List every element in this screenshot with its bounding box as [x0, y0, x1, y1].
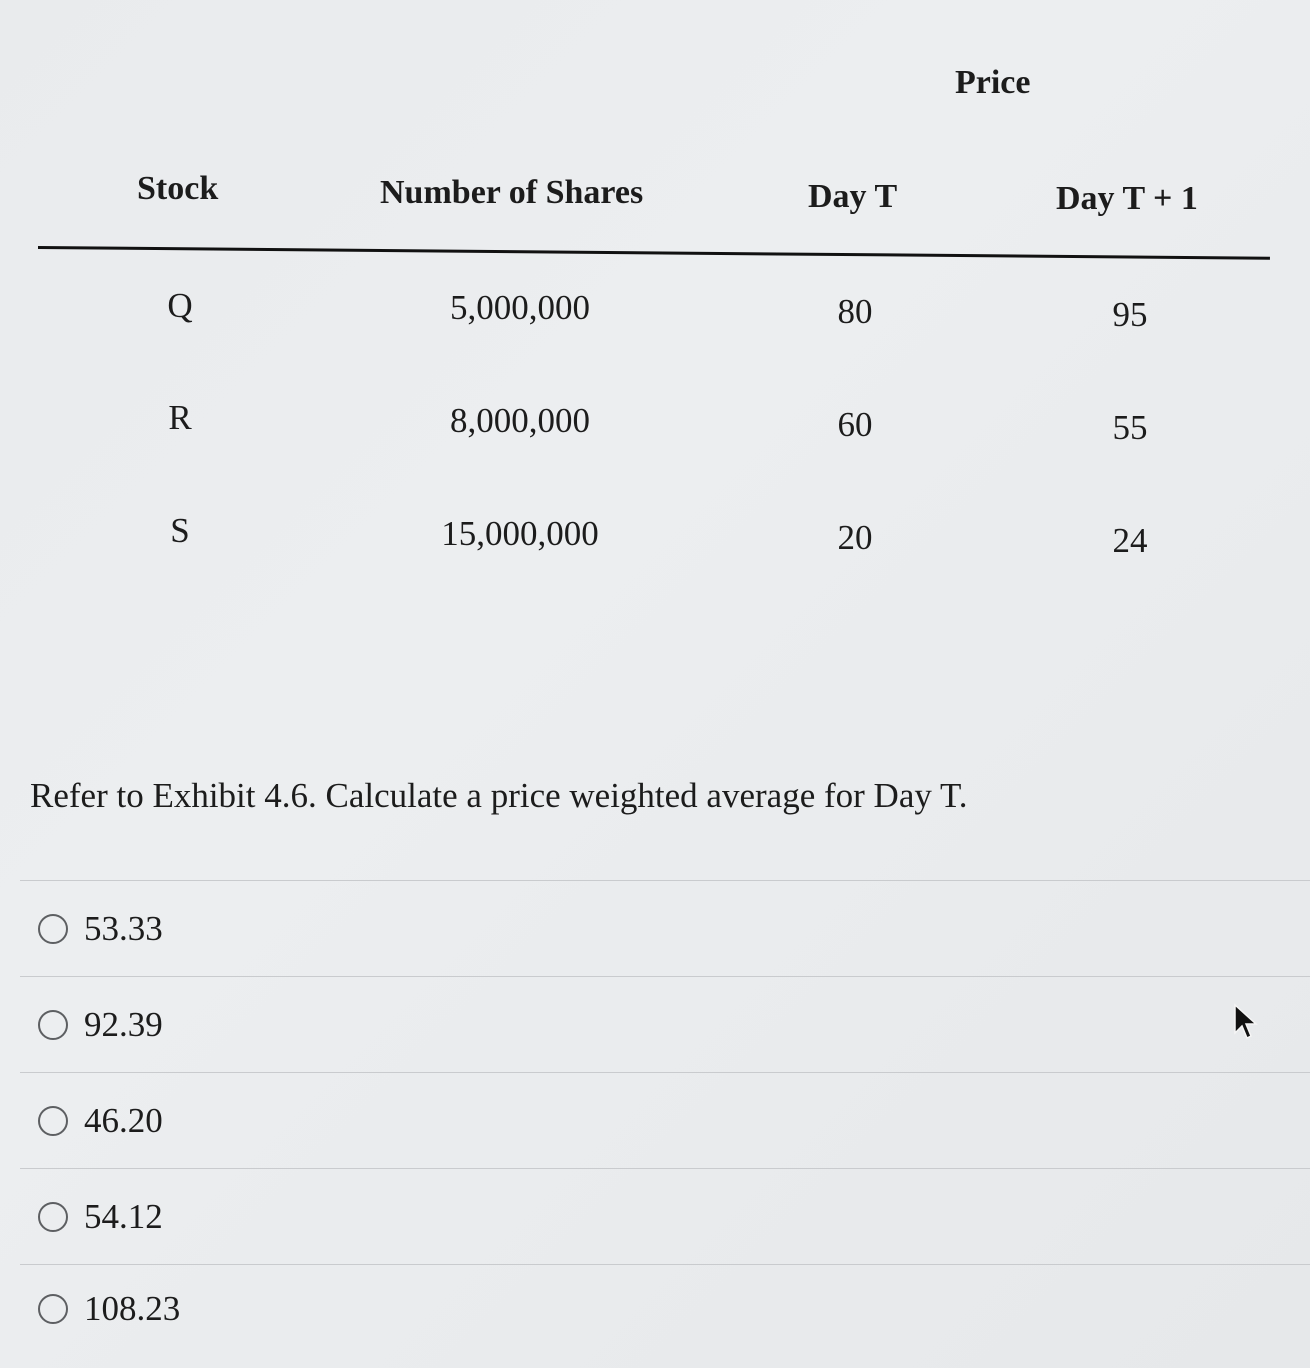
answer-option-4[interactable] — [20, 1168, 1310, 1265]
answer-option-label: 53.33 — [84, 909, 163, 948]
price-group-header: Price — [955, 64, 1031, 101]
table-cell-shares: 15,000,000 — [441, 514, 599, 553]
mouse-pointer-icon — [1233, 1003, 1259, 1043]
table-cell-stock: Q — [167, 286, 193, 325]
table-cell-stock: R — [168, 398, 192, 437]
answer-option-label: 108.23 — [84, 1289, 181, 1328]
table-cell-shares: 5,000,000 — [450, 288, 590, 327]
table-cell-stock: S — [170, 511, 190, 550]
radio-button[interactable] — [38, 1202, 68, 1232]
table-cell-day-t1: 95 — [1112, 295, 1148, 334]
answer-option-3[interactable] — [20, 1072, 1310, 1169]
radio-button[interactable] — [38, 1106, 68, 1136]
table-cell-shares: 8,000,000 — [450, 401, 590, 440]
answer-option-1[interactable] — [20, 880, 1310, 977]
column-header-day-t: Day T — [808, 178, 898, 215]
answer-option-label: 46.20 — [84, 1101, 163, 1140]
column-header-day-t1: Day T + 1 — [1056, 180, 1198, 217]
answer-option-label: 92.39 — [84, 1005, 163, 1044]
table-cell-day-t1: 55 — [1112, 408, 1148, 447]
table-cell-day-t: 60 — [837, 405, 873, 444]
answer-option-label: 54.12 — [84, 1197, 163, 1236]
column-header-shares: Number of Shares — [380, 174, 644, 211]
answer-option-2[interactable] — [20, 976, 1310, 1073]
exhibit-table — [0, 0, 1310, 620]
radio-button[interactable] — [38, 914, 68, 944]
radio-button[interactable] — [38, 1010, 68, 1040]
table-cell-day-t: 20 — [837, 518, 873, 557]
table-cell-day-t1: 24 — [1112, 521, 1148, 560]
table-cell-day-t: 80 — [837, 292, 873, 331]
question-text: Refer to Exhibit 4.6. Calculate a price weighted average for Day T. — [30, 776, 968, 815]
answer-option-5[interactable] — [20, 1264, 1310, 1353]
header-divider — [38, 246, 1270, 260]
radio-button[interactable] — [38, 1294, 68, 1324]
column-header-stock: Stock — [137, 170, 219, 207]
